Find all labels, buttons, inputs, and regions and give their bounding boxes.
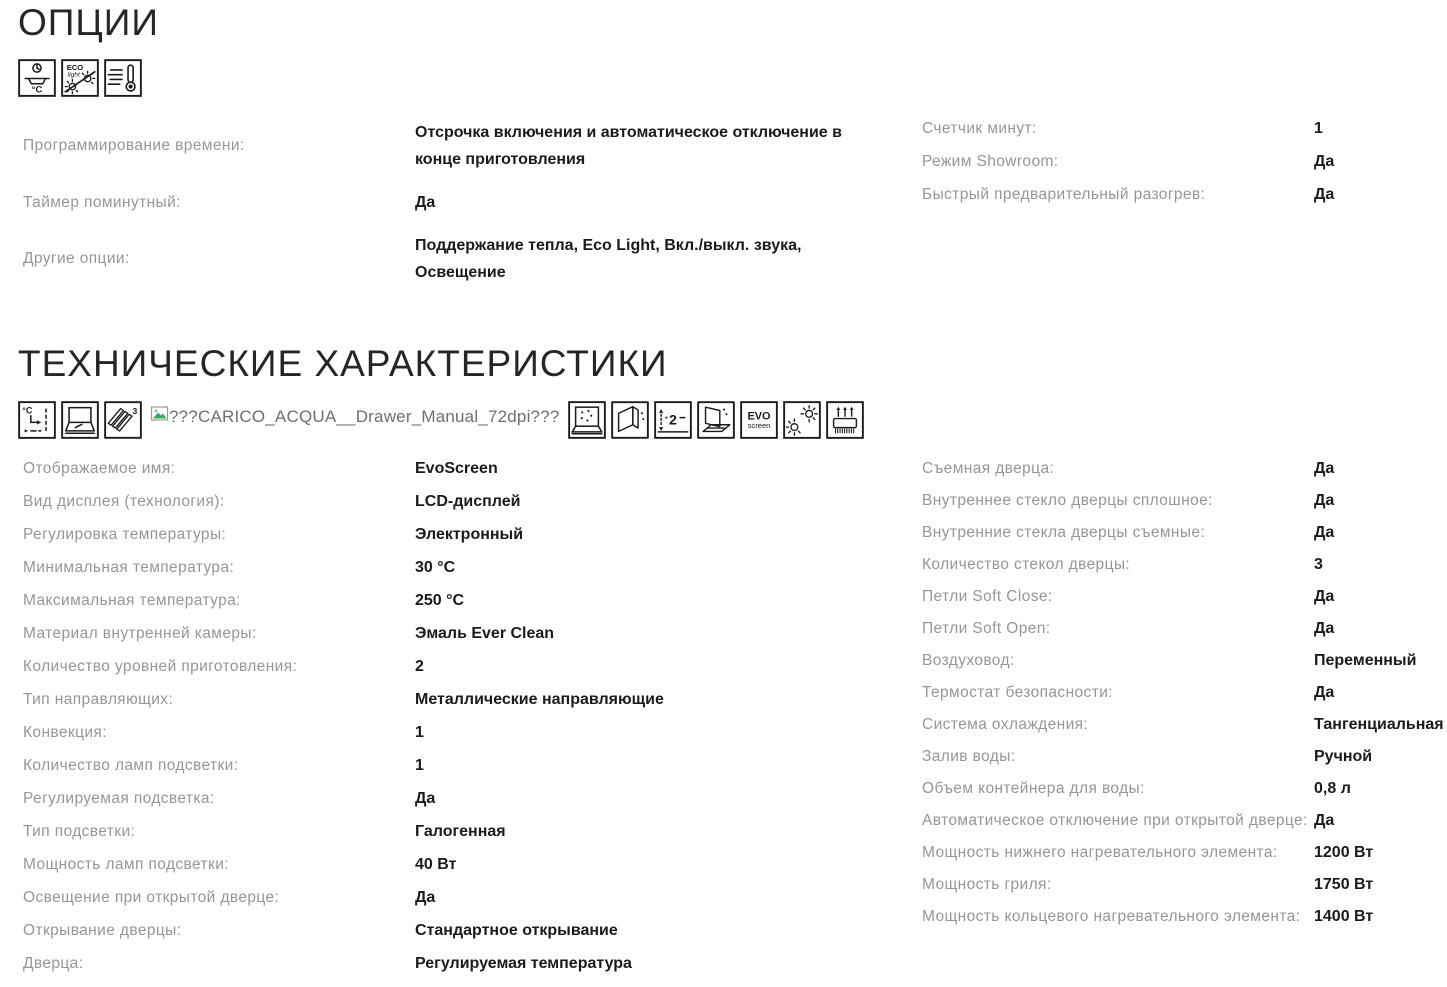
spec-label: Мощность ламп подсветки:	[23, 855, 229, 873]
broken-image-alt-text: ???CARICO_ACQUA__Drawer_Manual_72dpi???	[169, 406, 560, 426]
tech-icons-row	[18, 401, 1447, 439]
spec-label: Открывание дверцы:	[23, 921, 182, 939]
options-section	[18, 2, 1447, 299]
eco-light-icon	[61, 59, 99, 97]
broken-image-icon	[150, 404, 169, 423]
spec-value: Да	[415, 888, 436, 906]
spec-label: Тип направляющих:	[23, 690, 174, 708]
spec-row	[922, 779, 1447, 799]
spec-label: Съемная дверца:	[922, 460, 1055, 478]
spec-row	[23, 756, 917, 776]
spec-value: Да	[1314, 619, 1335, 637]
spec-row	[922, 152, 1447, 172]
spec-label: Термостат безопасности:	[922, 684, 1113, 702]
spec-row	[23, 921, 917, 941]
spec-value: Да	[1314, 491, 1335, 509]
spec-value: 0,8 л	[1314, 779, 1351, 797]
spec-label: Количество уровней приготовления:	[23, 657, 298, 675]
spec-row	[922, 715, 1447, 735]
tech-specs-section-title: ТЕХНИЧЕСКИЕ ХАРАКТЕРИСТИКИ	[18, 343, 668, 385]
spec-label: Регулируемая подсветка:	[23, 789, 215, 807]
spec-row	[922, 619, 1447, 639]
spec-row	[23, 459, 917, 479]
spec-value: 1750 Вт	[1314, 875, 1374, 893]
spec-value: Ручной	[1314, 747, 1373, 765]
spec-row	[23, 186, 917, 219]
spec-value: Да	[415, 789, 436, 807]
spec-row	[922, 907, 1447, 927]
spec-label: Петли Soft Close:	[922, 588, 1053, 606]
spec-value: Регулируемая температура	[415, 954, 632, 972]
spec-row	[23, 690, 917, 710]
spec-label: Режим Showroom:	[922, 153, 1059, 171]
svg-text:ECO: ECO	[66, 63, 84, 73]
heating-element-icon	[826, 401, 864, 439]
spec-value: Да	[1314, 683, 1335, 701]
tech-spec-grid	[18, 459, 1447, 987]
spec-row	[922, 185, 1447, 205]
spec-label: Вид дисплея (технология):	[23, 492, 225, 510]
spec-label: Конвекция:	[23, 723, 107, 741]
svg-text:°C: °C	[31, 84, 43, 96]
spec-label: Счетчик минут:	[922, 120, 1037, 138]
options-right-column	[917, 119, 1447, 218]
spec-label: Программирование времени:	[23, 137, 245, 155]
spec-row	[23, 525, 917, 545]
spec-value: Поддержание тепла, Eco Light, Вкл./выкл. звука, Освещение	[415, 237, 802, 282]
spec-label: Количество ламп подсветки:	[23, 756, 239, 774]
spec-label: Освещение при открытой дверце:	[23, 888, 280, 906]
options-section-title: ОПЦИИ	[18, 2, 159, 43]
spec-label: Отображаемое имя:	[23, 459, 176, 477]
evo-screen-icon	[740, 401, 778, 439]
spec-label: Материал внутренней камеры:	[23, 624, 257, 642]
spec-value: Тангенциальная	[1314, 715, 1444, 733]
spec-row	[23, 855, 917, 875]
spec-row	[23, 888, 917, 908]
svg-text:3: 3	[132, 405, 138, 416]
spec-value: Отсрочка включения и автоматическое отключение в конце приготовления	[415, 124, 842, 169]
svg-text:°C: °C	[22, 405, 33, 416]
svg-text:light: light	[67, 72, 80, 80]
door-glass-icon	[611, 401, 649, 439]
spec-row	[922, 587, 1447, 607]
spec-row	[922, 875, 1447, 895]
fast-preheat-icon	[104, 59, 142, 97]
spec-label: Объем контейнера для воды:	[922, 780, 1145, 798]
options-spec-grid	[18, 119, 1447, 299]
spec-value: 1	[1314, 120, 1323, 138]
spec-value: Да	[1314, 587, 1335, 605]
spec-row	[922, 491, 1447, 511]
spec-value: Да	[1314, 811, 1335, 829]
tech-specs-section	[18, 343, 1447, 986]
spec-row	[922, 683, 1447, 703]
spec-value: 2	[415, 657, 424, 675]
spec-label: Минимальная температура:	[23, 558, 235, 576]
spec-row	[23, 657, 917, 677]
spec-value: Да	[1314, 153, 1335, 171]
spec-value: 30 °C	[415, 558, 456, 576]
spec-label: Максимальная температура:	[23, 591, 241, 609]
spec-value: Да	[1314, 523, 1335, 541]
options-icons-row	[18, 59, 1447, 97]
spec-label: Система охлаждения:	[922, 716, 1089, 734]
two-cooking-levels-icon	[654, 401, 692, 439]
spec-label: Мощность нижнего нагревательного элемента:	[922, 844, 1278, 862]
spec-value: Металлические направляющие	[415, 690, 664, 708]
spec-value: Да	[1314, 459, 1335, 477]
spec-label: Внутренние стекла дверцы съемные:	[922, 524, 1206, 542]
spec-value: 1	[415, 723, 424, 741]
svg-text:EVO: EVO	[746, 410, 771, 423]
spec-row	[23, 591, 917, 611]
spec-row	[23, 492, 917, 512]
spec-row	[922, 747, 1447, 767]
spec-label: Регулировка температуры:	[23, 525, 227, 543]
spec-row	[23, 822, 917, 842]
spec-value: 250 °C	[415, 591, 465, 609]
spec-label: Другие опции:	[23, 250, 130, 268]
spec-row	[23, 232, 917, 286]
spec-value: 40 Вт	[415, 855, 457, 873]
svg-text:2: 2	[668, 412, 677, 429]
spec-value: 1	[415, 756, 424, 774]
tech-right-column	[917, 459, 1447, 939]
spec-label: Тип подсветки:	[23, 822, 136, 840]
spec-row	[23, 558, 917, 578]
tech-left-column	[18, 459, 917, 987]
spec-value: 3	[1314, 555, 1323, 573]
oven-steam-icon	[568, 401, 606, 439]
spec-row	[922, 651, 1447, 671]
spec-label: Таймер поминутный:	[23, 193, 181, 211]
spec-value: 1200 Вт	[1314, 843, 1374, 861]
spec-value: Стандартное открывание	[415, 921, 618, 939]
spec-row	[23, 119, 917, 173]
spec-row	[23, 723, 917, 743]
spec-row	[922, 555, 1447, 575]
spec-value: Галогенная	[415, 822, 506, 840]
triple-glass-door-icon	[104, 401, 142, 439]
spec-row	[922, 843, 1447, 863]
spec-value: Эмаль Ever Clean	[415, 624, 555, 642]
electronic-temp-control-icon	[18, 401, 56, 439]
spec-label: Количество стекол дверцы:	[922, 556, 1131, 574]
spec-row	[23, 954, 917, 974]
spec-label: Мощность кольцевого нагревательного элемента:	[922, 908, 1301, 926]
spec-value: 1400 Вт	[1314, 907, 1374, 925]
halogen-lamps-icon	[783, 401, 821, 439]
spec-label: Воздуховод:	[922, 652, 1015, 670]
spec-label: Петли Soft Open:	[922, 620, 1051, 638]
keep-warm-icon	[18, 59, 56, 97]
spec-row	[922, 459, 1447, 479]
spec-label: Автоматическое отключение при открытой дверце:	[922, 812, 1308, 830]
spec-value: Переменный	[1314, 651, 1417, 669]
spec-value: Да	[1314, 186, 1335, 204]
spec-value: Электронный	[415, 525, 524, 543]
spec-row	[922, 811, 1447, 831]
options-left-column	[18, 119, 917, 299]
spec-row	[922, 523, 1447, 543]
spec-row	[23, 789, 917, 809]
removable-door-shelf-icon	[697, 401, 735, 439]
spec-label: Дверца:	[23, 954, 84, 972]
spec-label: Быстрый предварительный разогрев:	[922, 186, 1206, 204]
spec-row	[23, 624, 917, 644]
spec-label: Залив воды:	[922, 748, 1016, 766]
spec-value: LCD-дисплей	[415, 492, 521, 510]
broken-image-placeholder	[150, 401, 560, 427]
spec-value: EvoScreen	[415, 459, 498, 477]
spec-label: Внутреннее стекло дверцы сплошное:	[922, 492, 1213, 510]
svg-text:screen: screen	[747, 420, 770, 430]
oven-open-door-icon	[61, 401, 99, 439]
spec-label: Мощность гриля:	[922, 876, 1052, 894]
spec-value: Да	[415, 194, 436, 212]
spec-row	[922, 119, 1447, 139]
